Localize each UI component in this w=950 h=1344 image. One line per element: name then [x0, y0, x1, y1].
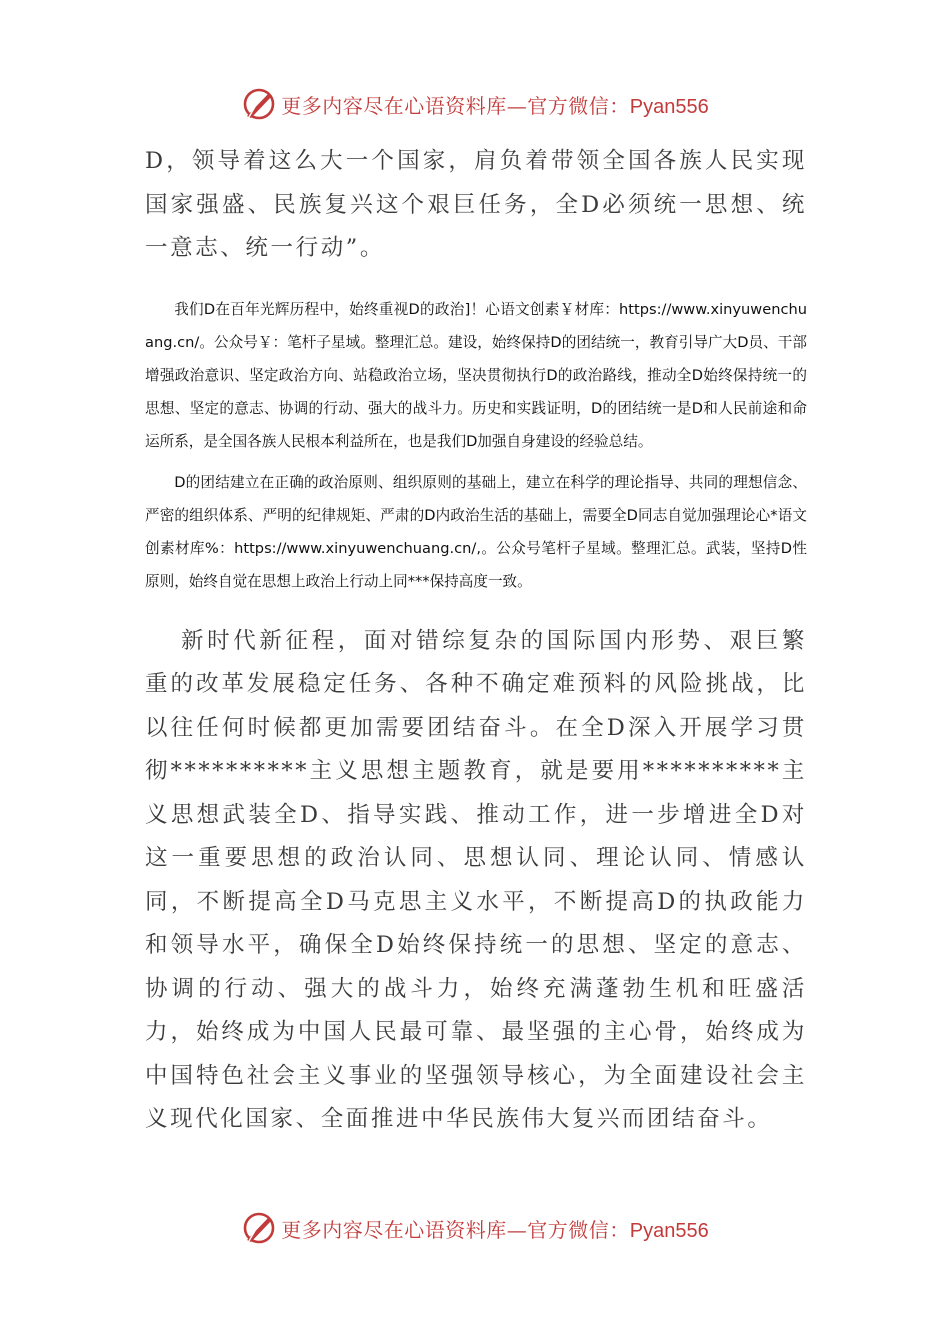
quill-logo-icon [241, 1210, 277, 1246]
footer-banner-handle: Pyan556 [629, 1219, 709, 1242]
header-banner [0, 82, 950, 126]
paragraph-new-era-unity: 新时代新征程，面对错综复杂的国际国内形势、艰巨繁重的改革发展稳定任务、各种不确定难预料的风险挑战，比以往任何时候都更加需要团结奋斗。在全D深入开展学习贯彻**********主义思想主题教育，就是要用**********主义思想武装全D、指导实践、推动工作，进一步增进全D对这一重要思想的政治认同、思想认同、理论认同、情感认同，不断提高全D马克思主义水平，不断提高D的执政能力和领导水平，确保全D始终保持统一的思想、坚定的意志、协调的行动、强大的战斗力，始终充满蓬勃生机和旺盛活力，始终成为中国人民最可靠、最坚强的主心骨，始终成为中国特色社会主义事业的坚强领导核心，为全面建设社会主义现代化国家、全面推进中华民族伟大复兴而团结奋斗。 [145, 627, 807, 1132]
paragraph-party-unity-basis: D的团结建立在正确的政治原则、组织原则的基础上，建立在科学的理论指导、共同的理想信念、严密的组织体系、严明的纪律规矩、严肃的D内政治生活的基础上，需要全D同志自觉加强理论心*语文创素材库%：https://www.xinyuwenchuang.cn/,。公众号笔杆子星域。整理汇总。武装，坚持D性原则，始终自觉在思想上政治上行动上同***保持高度一致。 [145, 473, 807, 590]
quill-logo-icon [241, 86, 277, 122]
paragraph-continuation: D，领导着这么大一个国家，肩负着带领全国各族人民实现国家强盛、民族复兴这个艰巨任务，全D必须统一思想、统一意志、统一行动”。 [145, 148, 807, 261]
header-banner-handle: Pyan556 [629, 95, 709, 118]
footer-banner [0, 1206, 950, 1250]
footer-banner-text [281, 1214, 708, 1243]
document-body [145, 140, 807, 1142]
footer-banner-label: 更多内容尽在心语资料库—官方微信： [281, 1217, 630, 1242]
header-banner-text [281, 90, 708, 119]
paragraph-party-political-building: 我们D在百年光辉历程中，始终重视D的政治]！心语文创素￥材库：https://www.xinyuwenchuang.cn/。公众号￥：笔杆子星域。整理汇总。建设，始终保持D的团结统一，教育引导广大D员、干部增强政治意识、坚定政治方向、站稳政治立场，坚决贯彻执行D的政治路线，推动全D始终保持统一的思想、坚定的意志、协调的行动、强大的战斗力。历史和实践证明，D的团结统一是D和人民前途和命运所系，是全国各族人民根本利益所在，也是我们D加强自身建设的经验总结。 [145, 300, 807, 450]
header-banner-label: 更多内容尽在心语资料库—官方微信： [281, 93, 630, 118]
